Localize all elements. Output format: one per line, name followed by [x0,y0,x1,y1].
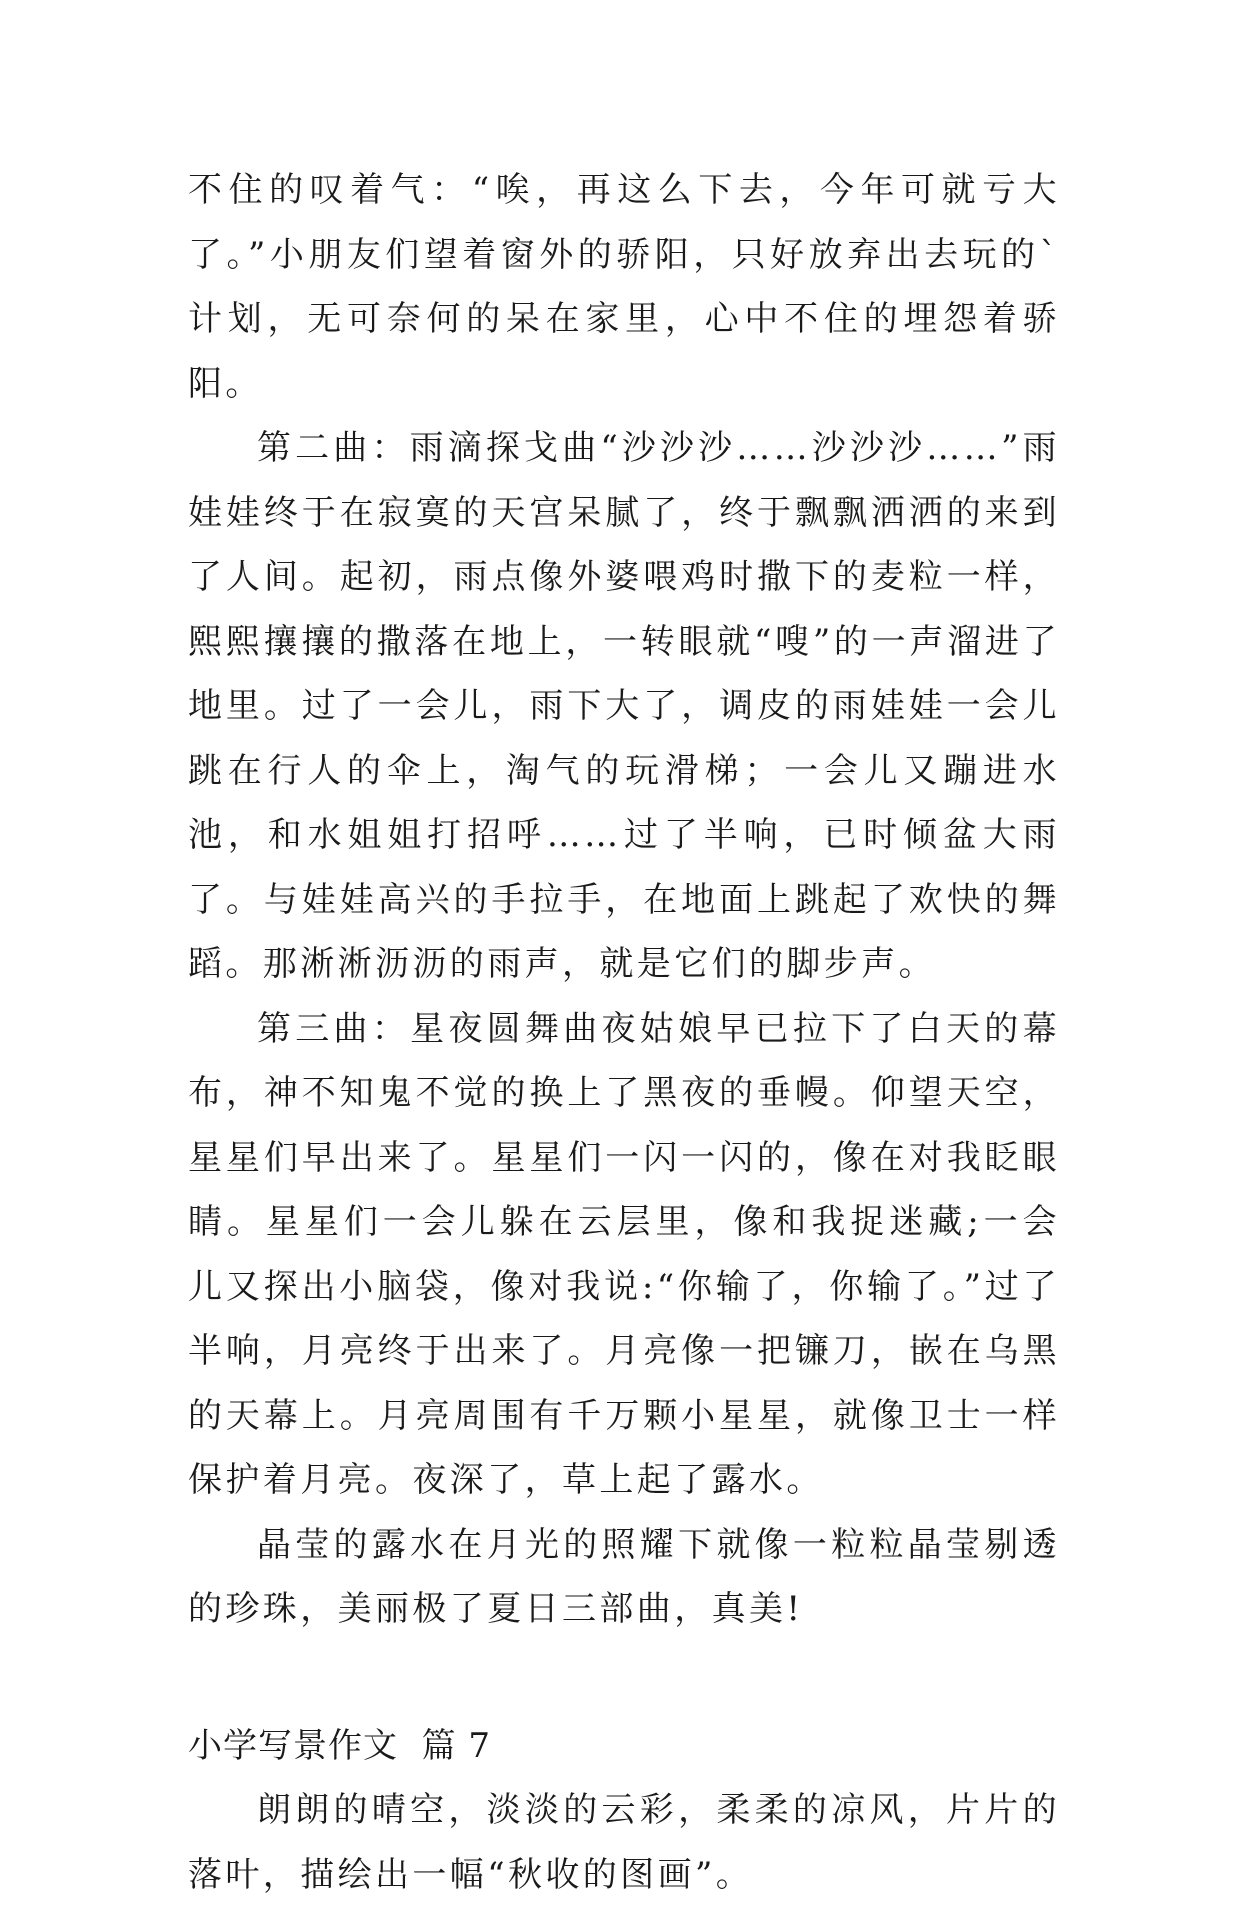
paragraph-4: 晶莹的露水在月光的照耀下就像一粒粒晶莹剔透的珍珠，美丽极了夏日三部曲，真美! [188,1524,1060,1629]
section-heading: 小学写景作文 篇 7 [188,1725,492,1766]
paragraph-2: 第二曲：雨滴探戈曲“沙沙沙……沙沙沙……”雨娃娃终于在寂寞的天宫呆腻了，终于飘飘洒洒的来到了人间。起初，雨点像外婆喂鸡时撒下的麦粒一样，熙熙攘攘的撒落在地上，一转眼就“嗖”的一声溜进了地里。过了一会儿，雨下大了，调皮的雨娃娃一会儿跳在行人的伞上，淘气的玩滑梯；一会儿又蹦进水池，和水姐姐打招呼……过了半响，已时倾盆大雨了。与娃娃高兴的手拉手，在地面上跳起了欢快的舞蹈。那淅淅沥沥的雨声，就是它们的脚步声。 [188,428,1060,984]
paragraph-1: 不住的叹着气：“唉，再这么下去，今年可就亏大了。”小朋友们望着窗外的骄阳，只好放弃出去玩的`计划，无可奈何的呆在家里，心中不住的埋怨着骄阳。 [188,170,1060,404]
document-body [188,158,1060,1907]
paragraph-3: 第三曲：星夜圆舞曲夜姑娘早已拉下了白天的幕布，神不知鬼不觉的换上了黑夜的垂幔。仰望天空，星星们早出来了。星星们一闪一闪的，像在对我眨眼睛。星星们一会儿躲在云层里，像和我捉迷藏;一会儿又探出小脑袋，像对我说:“你输了，你输了。”过了半响，月亮终于出来了。月亮像一把镰刀，嵌在乌黑的天幕上。月亮周围有千万颗小星星，就像卫士一样保护着月亮。夜深了，草上起了露水。 [188,1008,1060,1500]
paragraph-5: 朗朗的晴空，淡淡的云彩，柔柔的凉风，片片的落叶，描绘出一幅“秋收的图画”。 [188,1790,1060,1895]
